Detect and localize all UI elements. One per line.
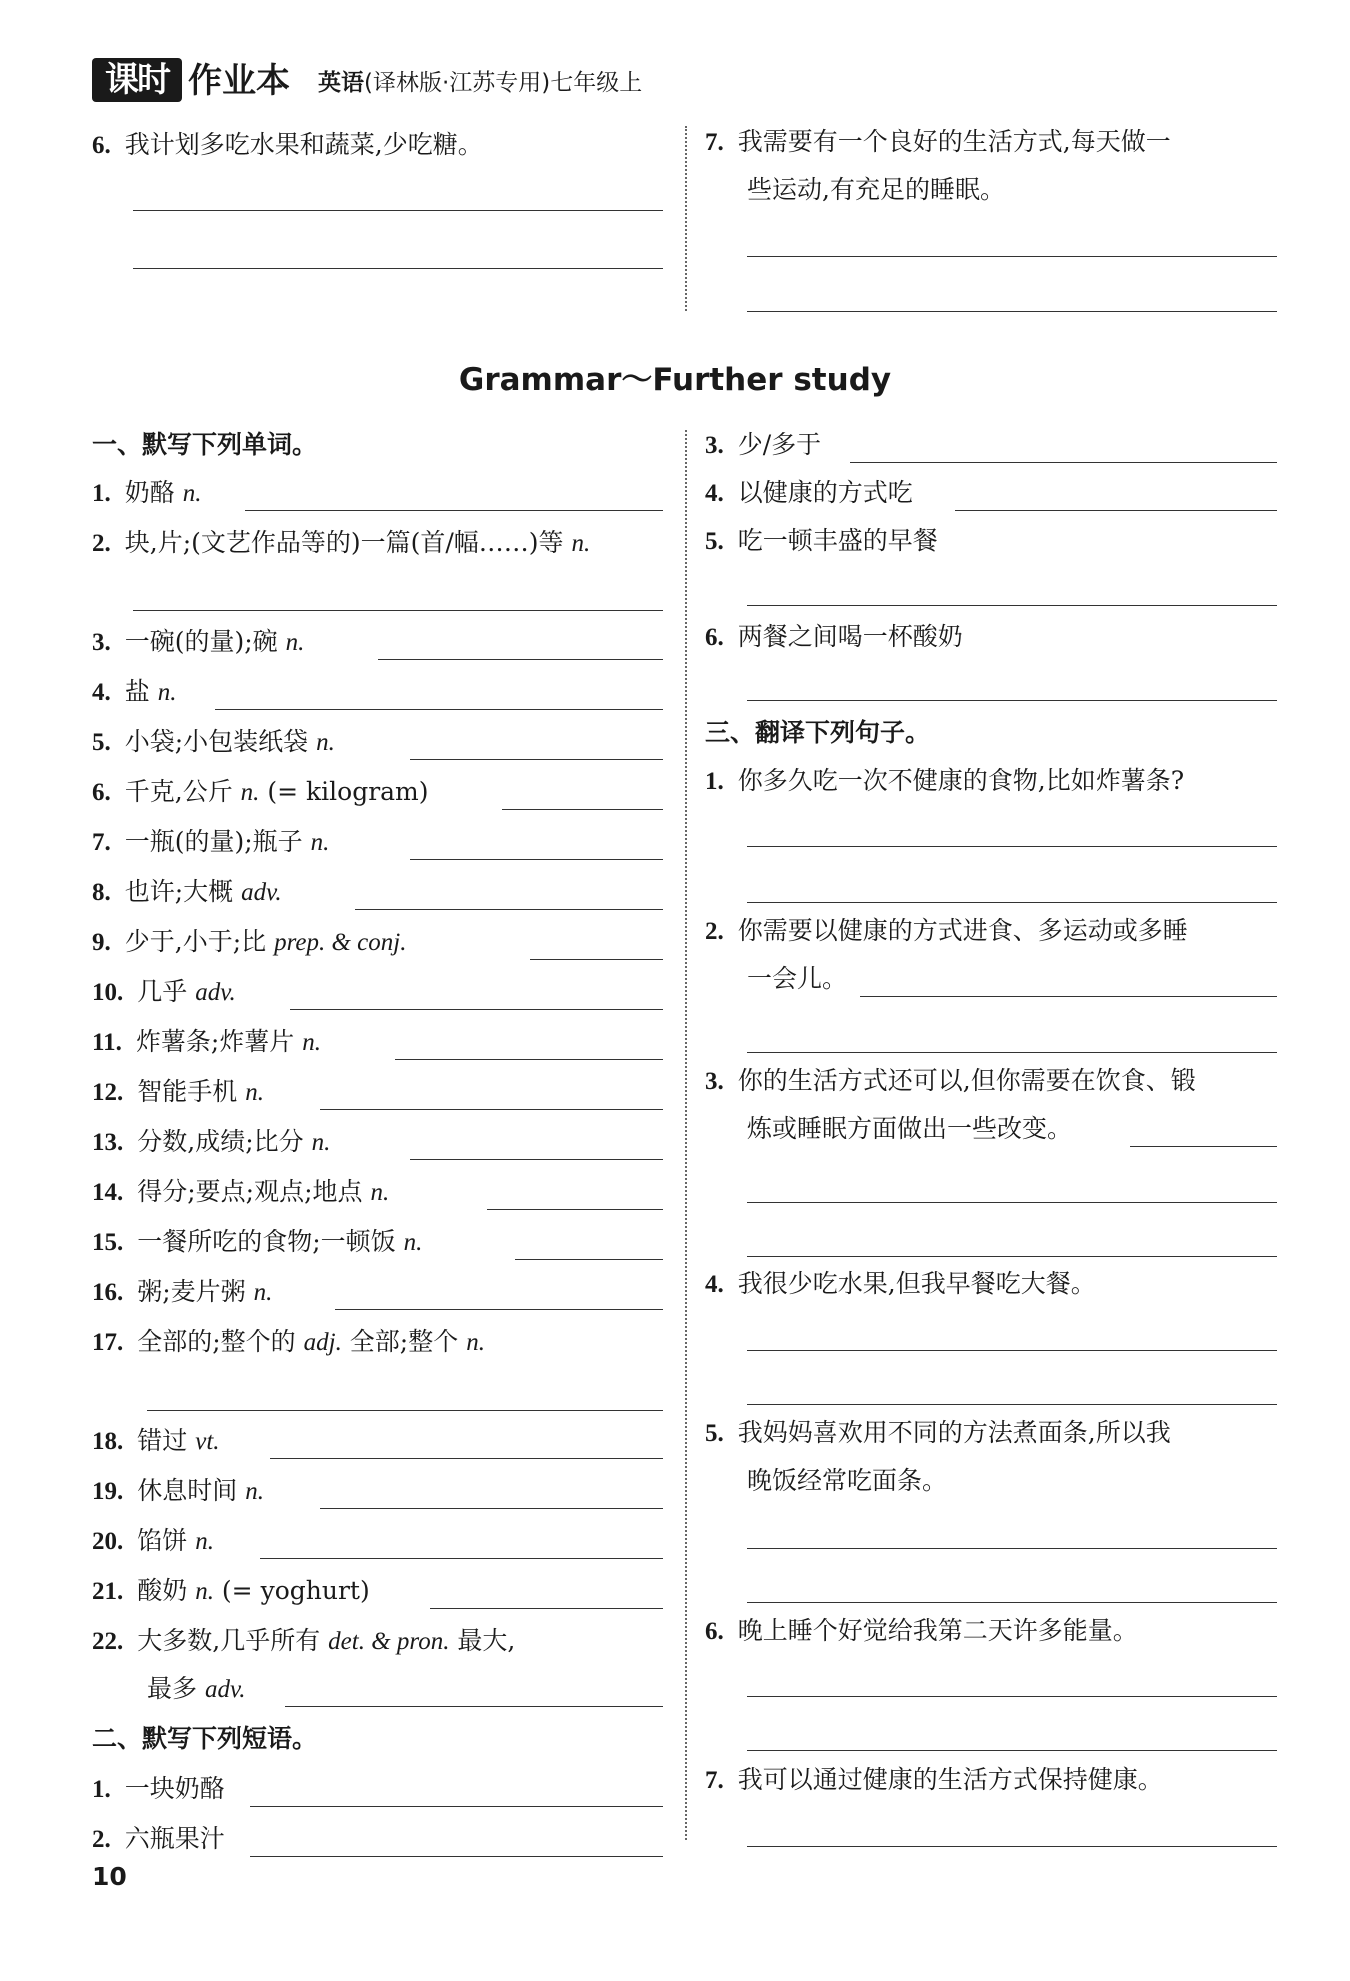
word-item-4: 4. 盐 n.: [92, 677, 177, 706]
answer-line[interactable]: [1130, 1146, 1277, 1147]
word-item-17: 17. 全部的;整个的 adj. 全部;整个 n.: [92, 1327, 485, 1356]
answer-line[interactable]: [320, 1508, 663, 1509]
answer-line[interactable]: [410, 1159, 663, 1160]
answer-line[interactable]: [747, 605, 1277, 606]
answer-line[interactable]: [747, 1846, 1277, 1847]
answer-line[interactable]: [502, 809, 663, 810]
sentence-item-1: 1. 你多久吃一次不健康的食物,比如炸薯条?: [705, 766, 1185, 795]
phrase-item-6: 6. 两餐之间喝一杯酸奶: [705, 622, 963, 651]
answer-line[interactable]: [250, 1806, 663, 1807]
word-item-22-cont: 最多 adv.: [147, 1674, 246, 1703]
answer-line[interactable]: [355, 909, 663, 910]
sentence-item-4: 4. 我很少吃水果,但我早餐吃大餐。: [705, 1269, 1096, 1298]
word-item-10: 10. 几乎 adv.: [92, 977, 236, 1006]
top-question-6: 6. 我计划多吃水果和蔬菜,少吃糖。: [92, 130, 483, 159]
word-item-5: 5. 小袋;小包装纸袋 n.: [92, 727, 335, 756]
word-item-7: 7. 一瓶(的量);瓶子 n.: [92, 827, 330, 856]
word-item-1: 1. 奶酪 n.: [92, 478, 202, 507]
section-title: Grammar～Further study: [458, 362, 892, 398]
answer-line[interactable]: [747, 1750, 1277, 1751]
answer-line[interactable]: [850, 462, 1277, 463]
phrase-item-4: 4. 以健康的方式吃: [705, 478, 913, 507]
answer-line[interactable]: [133, 210, 663, 211]
answer-line[interactable]: [410, 859, 663, 860]
answer-line[interactable]: [860, 996, 1277, 997]
header-subtitle: [318, 68, 642, 98]
answer-line[interactable]: [133, 610, 663, 611]
edition-label: (译林版·江苏专用)七年级上: [364, 70, 643, 96]
word-item-18: 18. 错过 vt.: [92, 1426, 220, 1455]
word-item-22: 22. 大多数,几乎所有 det. & pron. 最大,: [92, 1626, 516, 1655]
answer-line[interactable]: [747, 256, 1277, 257]
answer-line[interactable]: [250, 1856, 663, 1857]
word-item-2: 2. 块,片;(文艺作品等的)一篇(首/幅……)等 n.: [92, 528, 591, 557]
sentence-item-2: 2. 你需要以健康的方式进食、多运动或多睡: [705, 916, 1188, 945]
top-question-7-cont: 些运动,有充足的睡眠。: [747, 175, 1005, 204]
answer-line[interactable]: [515, 1259, 663, 1260]
answer-line[interactable]: [955, 510, 1277, 511]
answer-line[interactable]: [378, 659, 663, 660]
sentence-item-6: 6. 晚上睡个好觉给我第二天许多能量。: [705, 1616, 1138, 1645]
word-item-13: 13. 分数,成绩;比分 n.: [92, 1127, 331, 1156]
word-item-20: 20. 馅饼 n.: [92, 1526, 214, 1555]
word-item-8: 8. 也许;大概 adv.: [92, 877, 282, 906]
part2-heading: 二、默写下列短语。: [92, 1724, 318, 1753]
phrase-item-2: 2. 六瓶果汁: [92, 1824, 225, 1853]
brand-title: 作业本: [188, 61, 290, 101]
sentence-item-5-cont: 晚饭经常吃面条。: [747, 1466, 948, 1495]
answer-line[interactable]: [747, 1256, 1277, 1257]
answer-line[interactable]: [747, 1548, 1277, 1549]
answer-line[interactable]: [747, 311, 1277, 312]
word-item-11: 11. 炸薯条;炸薯片 n.: [92, 1027, 322, 1056]
answer-line[interactable]: [320, 1109, 663, 1110]
answer-line[interactable]: [245, 510, 663, 511]
answer-line[interactable]: [747, 1602, 1277, 1603]
answer-line[interactable]: [285, 1706, 663, 1707]
sentence-item-7: 7. 我可以通过健康的生活方式保持健康。: [705, 1765, 1163, 1794]
answer-line[interactable]: [747, 846, 1277, 847]
word-item-14: 14. 得分;要点;观点;地点 n.: [92, 1177, 390, 1206]
word-item-19: 19. 休息时间 n.: [92, 1476, 264, 1505]
page-number: 10: [92, 1862, 127, 1891]
part1-heading: 一、默写下列单词。: [92, 430, 318, 459]
word-item-6: 6. 千克,公斤 n. (= kilogram): [92, 777, 429, 806]
answer-line[interactable]: [270, 1458, 663, 1459]
answer-line[interactable]: [487, 1209, 663, 1210]
answer-line[interactable]: [395, 1059, 663, 1060]
sentence-item-2-cont: 一会儿。: [747, 964, 848, 993]
sentence-item-3-cont: 炼或睡眠方面做出一些改变。: [747, 1114, 1073, 1143]
word-item-3: 3. 一碗(的量);碗 n.: [92, 627, 305, 656]
phrase-item-3: 3. 少/多于: [705, 430, 822, 459]
answer-line[interactable]: [747, 700, 1277, 701]
word-item-21: 21. 酸奶 n. (= yoghurt): [92, 1576, 370, 1605]
word-item-9: 9. 少于,小于;比 prep. & conj.: [92, 927, 407, 956]
answer-line[interactable]: [133, 268, 663, 269]
answer-line[interactable]: [335, 1309, 663, 1310]
column-divider: [685, 126, 687, 311]
word-item-12: 12. 智能手机 n.: [92, 1077, 264, 1106]
top-question-7: 7. 我需要有一个良好的生活方式,每天做一: [705, 127, 1171, 156]
answer-line[interactable]: [530, 959, 663, 960]
answer-line[interactable]: [747, 1202, 1277, 1203]
answer-line[interactable]: [747, 1404, 1277, 1405]
sentence-item-5: 5. 我妈妈喜欢用不同的方法煮面条,所以我: [705, 1418, 1171, 1447]
answer-line[interactable]: [747, 1350, 1277, 1351]
phrase-item-5: 5. 吃一顿丰盛的早餐: [705, 526, 938, 555]
word-item-15: 15. 一餐所吃的食物;一顿饭 n.: [92, 1227, 423, 1256]
word-item-16: 16. 粥;麦片粥 n.: [92, 1277, 273, 1306]
answer-line[interactable]: [747, 1052, 1277, 1053]
column-divider: [685, 430, 687, 1840]
answer-line[interactable]: [290, 1009, 663, 1010]
phrase-item-1: 1. 一块奶酪: [92, 1774, 225, 1803]
answer-line[interactable]: [215, 709, 663, 710]
logo-mark: 课时: [92, 58, 182, 102]
answer-line[interactable]: [410, 759, 663, 760]
answer-line[interactable]: [747, 1696, 1277, 1697]
answer-line[interactable]: [260, 1558, 663, 1559]
answer-line[interactable]: [430, 1608, 663, 1609]
answer-line[interactable]: [147, 1410, 663, 1411]
subject-label: 英语: [318, 70, 364, 96]
answer-line[interactable]: [747, 902, 1277, 903]
sentence-item-3: 3. 你的生活方式还可以,但你需要在饮食、锻: [705, 1066, 1196, 1095]
part3-heading: 三、翻译下列句子。: [705, 718, 931, 747]
